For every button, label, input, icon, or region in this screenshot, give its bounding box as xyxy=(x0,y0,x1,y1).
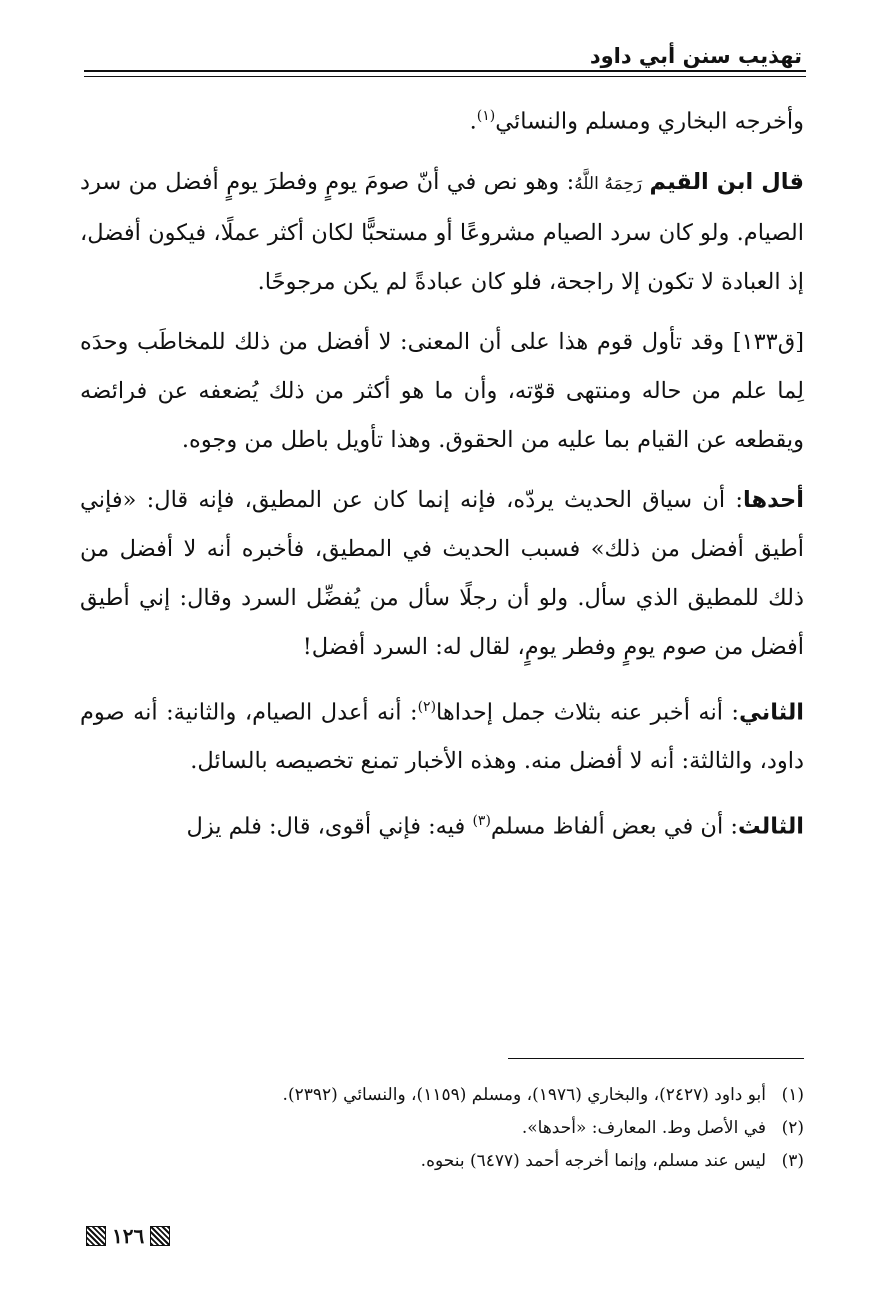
main-text xyxy=(80,92,804,863)
ornament-icon xyxy=(86,1226,106,1246)
paragraph-tail: فيه: فإني أقوى، قال: فلم يزل xyxy=(186,813,473,840)
footnote-ref: (٣) xyxy=(472,813,491,829)
paragraph xyxy=(80,797,804,852)
paragraph-lead: أحدها xyxy=(743,486,804,513)
running-header-title: تهذيب سنن أبي داود xyxy=(589,44,802,68)
paragraph-tail: . xyxy=(469,108,477,135)
footnote-ref: (١) xyxy=(476,108,496,124)
paragraph-text: : أنه أخبر عنه بثلاث جمل إحداها xyxy=(436,699,739,725)
footnote-text: في الأصل وط. المعارف: «أحدها». xyxy=(521,1118,766,1138)
ornament-icon xyxy=(150,1226,170,1246)
paragraph-lead: الثالث xyxy=(737,813,804,840)
header-rule xyxy=(84,70,806,72)
paragraph xyxy=(80,476,804,672)
footnote xyxy=(80,1113,804,1143)
footnote xyxy=(80,1146,804,1176)
paragraph-text: : أن سياق الحديث يردّه، فإنه إنما كان عن المطيق، فإنه قال: «فإني أطيق أفضل من ذلك» فسبب الحديث في المطيق، فأخبره أنه لا أفضل من ذلك للمطيق الذي سأل. ولو أن رجلًا سأل من يُفضِّل السرد وقال: إني أطيق أفضل من صوم يومٍ وفطر يومٍ، لقال له: السرد أفضل! xyxy=(80,486,804,660)
page-number: ١٢٦ xyxy=(112,1224,145,1248)
footnotes xyxy=(80,1080,804,1179)
paragraph-text: وأخرجه البخاري ومسلم والنسائي xyxy=(495,108,804,135)
footnote-text: أبو داود (٢٤٢٧)، والبخاري (١٩٧٦)، ومسلم (١١٥٩)، والنسائي (٢٣٩٢). xyxy=(282,1085,766,1105)
paragraph-tail: : أنه أعدل الصيام، والثانية: أنه صوم داود، والثالثة: أنه لا أفضل منه. وهذه الأخبار تمنع تخصيصه بالسائل. xyxy=(80,699,804,774)
footnote-number: (١) xyxy=(781,1085,804,1105)
paragraph-text: [ق١٣٣] وقد تأول قوم هذا على أن المعنى: لا أفضل من ذلك للمخاطَب وحدَه لِما علم من حاله ومنتهى قوّته، وأن ما هو أكثر من ذلك يُضعفه عن فرائضه ويقطعه عن القيام بما عليه من الحقوق. وهذا تأويل باطل من وجوه. xyxy=(80,328,804,453)
footnote-text: ليس عند مسلم، وإنما أخرجه أحمد (٦٤٧٧) بنحوه. xyxy=(420,1151,766,1171)
paragraph-lead: قال ابن القيم xyxy=(649,168,804,195)
paragraph-text: : أن في بعض ألفاظ مسلم xyxy=(490,813,738,840)
paragraph-text: : وهو نص في أنّ صومَ يومٍ وفطرَ يومٍ أفضل من سرد الصيام. ولو كان سرد الصيام مشروعًا أو مستحبًّا لكان أكثر عملًا، فيكون أفضل، إذ العبادة لا تكون إلا راجحة، فلو كان عبادةً لم يكن مرجوحًا. xyxy=(80,168,804,295)
paragraph xyxy=(80,92,804,147)
paragraph-lead: الثاني xyxy=(738,699,804,725)
footnote-separator xyxy=(508,1058,804,1059)
footnote-number: (٢) xyxy=(781,1118,804,1138)
footnote xyxy=(80,1080,804,1110)
footnote-ref: (٢) xyxy=(417,698,437,715)
header-rule-thin xyxy=(84,76,806,77)
honorific: رَحِمَهُ اللَّهُ xyxy=(574,173,643,194)
footnote-number: (٣) xyxy=(781,1151,804,1171)
paragraph xyxy=(80,318,804,465)
page-number-block xyxy=(86,1224,170,1248)
paragraph xyxy=(80,158,804,307)
paragraph xyxy=(80,683,804,787)
